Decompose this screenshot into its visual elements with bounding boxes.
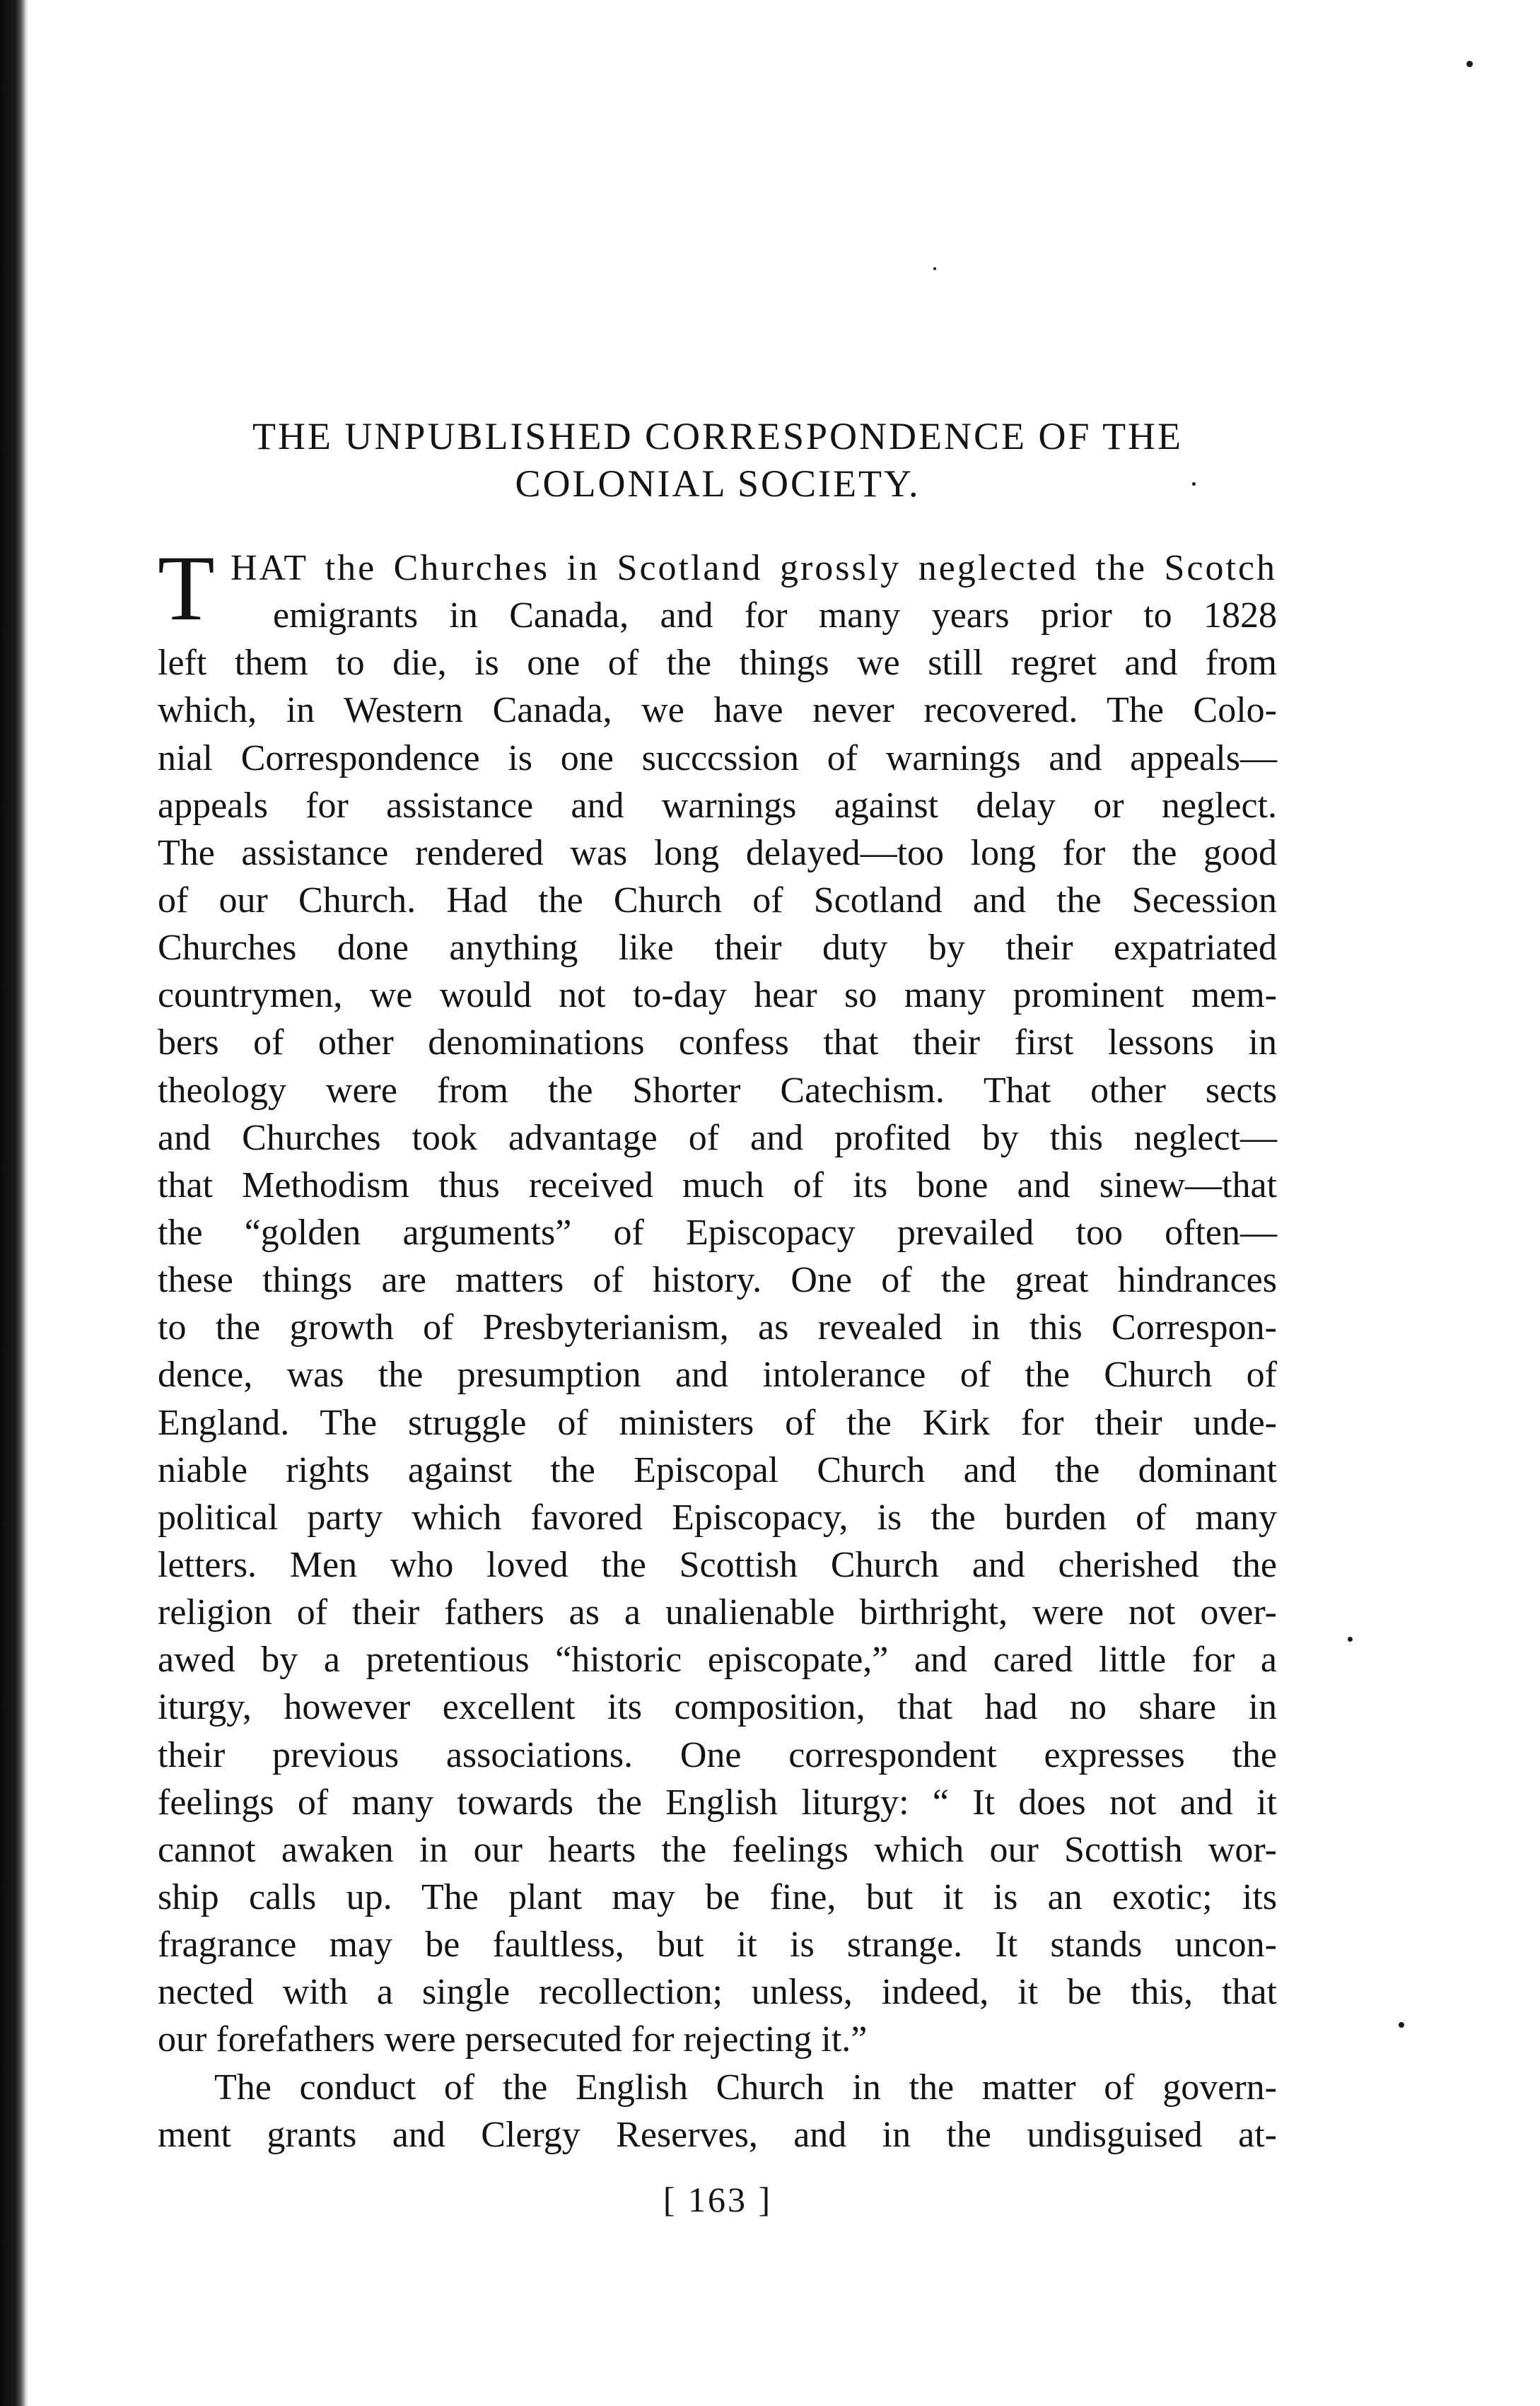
scan-speck (1399, 2022, 1404, 2028)
text-line: The assistance rendered was long delayed—too long for the good (158, 832, 1277, 873)
text-line: nial Correspondence is one succcssion of warnings and appeals— (158, 737, 1277, 778)
page-number: [ 163 ] (663, 2180, 773, 2219)
text-line: ship calls up. The plant may be fine, but it is an exotic; its (158, 1876, 1277, 1917)
text-line: countrymen, we would not to-day hear so many prominent mem- (158, 975, 1277, 1016)
scan-speck (1348, 1637, 1353, 1642)
text-line: England. The struggle of ministers of the Kirk for their unde- (158, 1402, 1277, 1443)
text-line: political party which favored Episcopacy, is the burden of many (158, 1497, 1277, 1538)
page-binding-edge (0, 0, 28, 2406)
text-line: appeals for assistance and warnings against delay or neglect. (158, 785, 1277, 826)
text-line: emigrants in Canada, and for many years prior to 1828 (273, 595, 1277, 636)
text-line: T HAT the Churches in Scotland grossly neglected the Scotch (158, 536, 1277, 640)
text-line: left them to die, is one of the things we still regret and from (158, 643, 1277, 684)
text-line: and Churches took advantage of and profited by this neglect— (158, 1117, 1277, 1158)
text-line: which, in Western Canada, we have never recovered. The Colo- (158, 690, 1277, 731)
text-line: the “golden arguments” of Episcopacy prevailed too often— (158, 1212, 1277, 1253)
text-line: nected with a single recollection; unless, indeed, it be this, that (158, 1972, 1277, 2013)
chapter-title-line-2: COLONIAL SOCIETY. (515, 462, 921, 505)
scan-speck (933, 267, 936, 270)
text-line: The conduct of the English Church in the matter of govern- (214, 2067, 1277, 2108)
body-text (158, 536, 1277, 2159)
text-line: these things are matters of history. One of the great hindrances (158, 1260, 1277, 1301)
text-line: that Methodism thus received much of its bone and sinew—that (158, 1164, 1277, 1205)
scan-speck (1466, 61, 1473, 67)
drop-cap: T (158, 536, 215, 640)
text-line: fragrance may be faultless, but it is strange. It stands uncon- (158, 1925, 1277, 1966)
text-line: theology were from the Shorter Catechism. That other sects (158, 1070, 1277, 1111)
text-line: awed by a pretentious “historic episcopate,” and cared little for a (158, 1640, 1277, 1681)
chapter-title-line-1: THE UNPUBLISHED CORRESPONDENCE OF THE (252, 415, 1184, 457)
text-line: religion of their fathers as a unalienable birthright, were not over- (158, 1592, 1277, 1633)
text-line: our forefathers were persecuted for rejecting it.” (158, 2019, 868, 2060)
text-line: dence, was the presumption and intolerance of the Church of (158, 1355, 1277, 1396)
text-line: bers of other denominations confess that their first lessons in (158, 1022, 1277, 1063)
text-line: letters. Men who loved the Scottish Church and cherished the (158, 1544, 1277, 1585)
text-line: iturgy, however excellent its composition, that had no share in (158, 1687, 1277, 1728)
text-line: of our Church. Had the Church of Scotland and the Secession (158, 880, 1277, 921)
text-line: ment grants and Clergy Reserves, and in the undisguised at- (158, 2114, 1277, 2155)
text-line: Churches done anything like their duty by their expatriated (158, 928, 1277, 969)
text-line: cannot awaken in our hearts the feelings which our Scottish wor- (158, 1829, 1277, 1870)
text-line: niable rights against the Episcopal Church and the dominant (158, 1449, 1277, 1490)
text-line: feelings of many towards the English liturgy: “ It does not and it (158, 1782, 1277, 1823)
text-line: their previous associations. One correspondent expresses the (158, 1734, 1277, 1775)
text-line: to the growth of Presbyterianism, as revealed in this Correspon- (158, 1307, 1277, 1348)
